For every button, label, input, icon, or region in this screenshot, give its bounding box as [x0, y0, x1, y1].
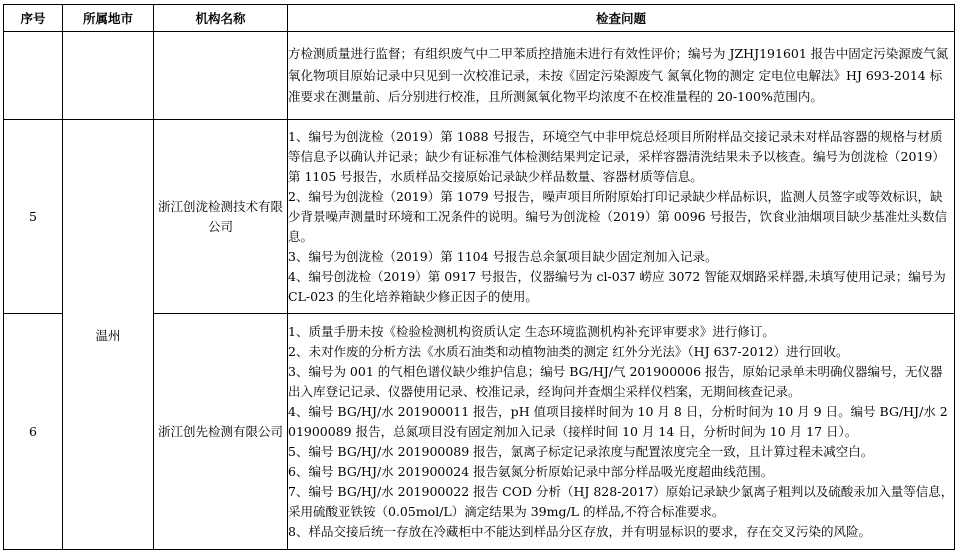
header-number: 序号	[4, 5, 63, 32]
cell-org-empty	[154, 32, 288, 120]
cell-org-6: 浙江创先检测有限公司	[154, 314, 288, 550]
cell-number-6: 6	[4, 314, 63, 550]
issue-item: 3、编号为创泷检（2019）第 1104 号报告总余氯项目缺少固定剂加入记录。	[288, 248, 718, 264]
cell-issues-continued	[288, 32, 955, 120]
header-city: 所属地市	[63, 5, 154, 32]
table-row-continued	[4, 32, 955, 120]
cell-city-empty	[63, 32, 154, 120]
issue-item: 5、编号 BG/HJ/水 201900089 报告，氯离子标定记录浓度与配置浓度完全一致，且计算过程未减空白。	[288, 443, 874, 459]
issue-item: 1、质量手册未按《检验检测机构资质认定 生态环境监测机构补充评审要求》进行修订。	[288, 323, 775, 339]
issue-item: 8、样品交接后统一存放在冷藏柜中不能达到样品分区存放，并有明显标识的要求，存在交叉污染的风险。	[288, 523, 871, 539]
issue-item: 1、编号为创泷检（2019）第 1088 号报告，环境空气中非甲烷总烃项目所附样品交接记录未对样品容器的规格与材质等信息予以确认并记录；缺少有证标准气体检测结果判定记录，采样容器清洗结果未予以核查。编号为创泷检（2019）第 1105 号报告，水质样品交接原始记录缺少样品数量、容器材质等信息。	[288, 128, 945, 184]
header-issues: 检查问题	[288, 5, 955, 32]
cell-issues-5	[288, 120, 955, 314]
header-org-name: 机构名称	[154, 5, 288, 32]
table-header-row	[4, 5, 955, 32]
cell-city: 温州	[63, 120, 154, 550]
inspection-table	[3, 4, 955, 550]
issue-text: 方检测质量进行监督；有组织废气中二甲苯质控措施未进行有效性评价；编号为 JZHJ191601 报告中固定污染源废气氮氧化物项目原始记录中只见到一次校准记录，未按《固定污染源废气 氮氧化物的测定 定电位电解法》HJ 693-2014 标准要求在测量前、后分别进行校准，且所测氮氧化物平均浓度不在校准量程的 20-100%范围内。	[288, 46, 949, 105]
table-row-5	[4, 120, 955, 314]
issue-item: 7、编号 BG/HJ/水 201900022 报告 COD 分析（HJ 828-2017）原始记录缺少氯离子粗判以及硫酸汞加入量等信息，采用硫酸亚铁铵（0.05mol/L）滴定结果为 39mg/L 的样品,不符合标准要求。	[288, 483, 954, 519]
cell-issues-6	[288, 314, 955, 550]
issue-item: 2、编号为创泷检（2019）第 1079 号报告，噪声项目所附原始打印记录缺少样品标识，监测人员签字或等效标识，缺少背景噪声测量时环境和工况条件的说明。编号为创泷检（2019）第 0096 号报告，饮食业油烟项目缺少基准灶头数信息。	[288, 188, 948, 244]
cell-org-5: 浙江创泷检测技术有限公司	[154, 120, 288, 314]
issue-item: 6、编号 BG/HJ/水 201900024 报告氨氮分析原始记录中部分样品吸光度超曲线范围。	[288, 463, 774, 479]
issue-item: 3、编号为 001 的气相色谱仪缺少维护信息；编号 BG/HJ/气 201900006 报告，原始记录单未明确仪器编号，无仪器出入库登记记录、仪器使用记录、校准记录，经询问并查烟尘采样仪档案，无期间核查记录。	[288, 363, 943, 399]
cell-number-5: 5	[4, 120, 63, 314]
issue-item: 4、编号 BG/HJ/水 201900011 报告，pH 值项目接样时间为 10 月 8 日，分析时间为 10 月 9 日。编号 BG/HJ/水 201900089 报告，总氮项目没有固定剂加入记录（接样时间 10 月 14 日，分析时间为 10 月 17 日）。	[288, 403, 948, 439]
issue-item: 2、未对作废的分析方法《水质石油类和动植物油类的测定 红外分光法》（HJ 637-2012）进行回收。	[288, 343, 849, 359]
cell-number-empty	[4, 32, 63, 120]
issue-item: 4、编号创泷检（2019）第 0917 号报告，仪器编号为 cl-037 崂应 3072 智能双烟路采样器,未填写使用记录；编号为 CL-023 的生化培养箱缺少修正因子的使用。	[288, 268, 946, 304]
